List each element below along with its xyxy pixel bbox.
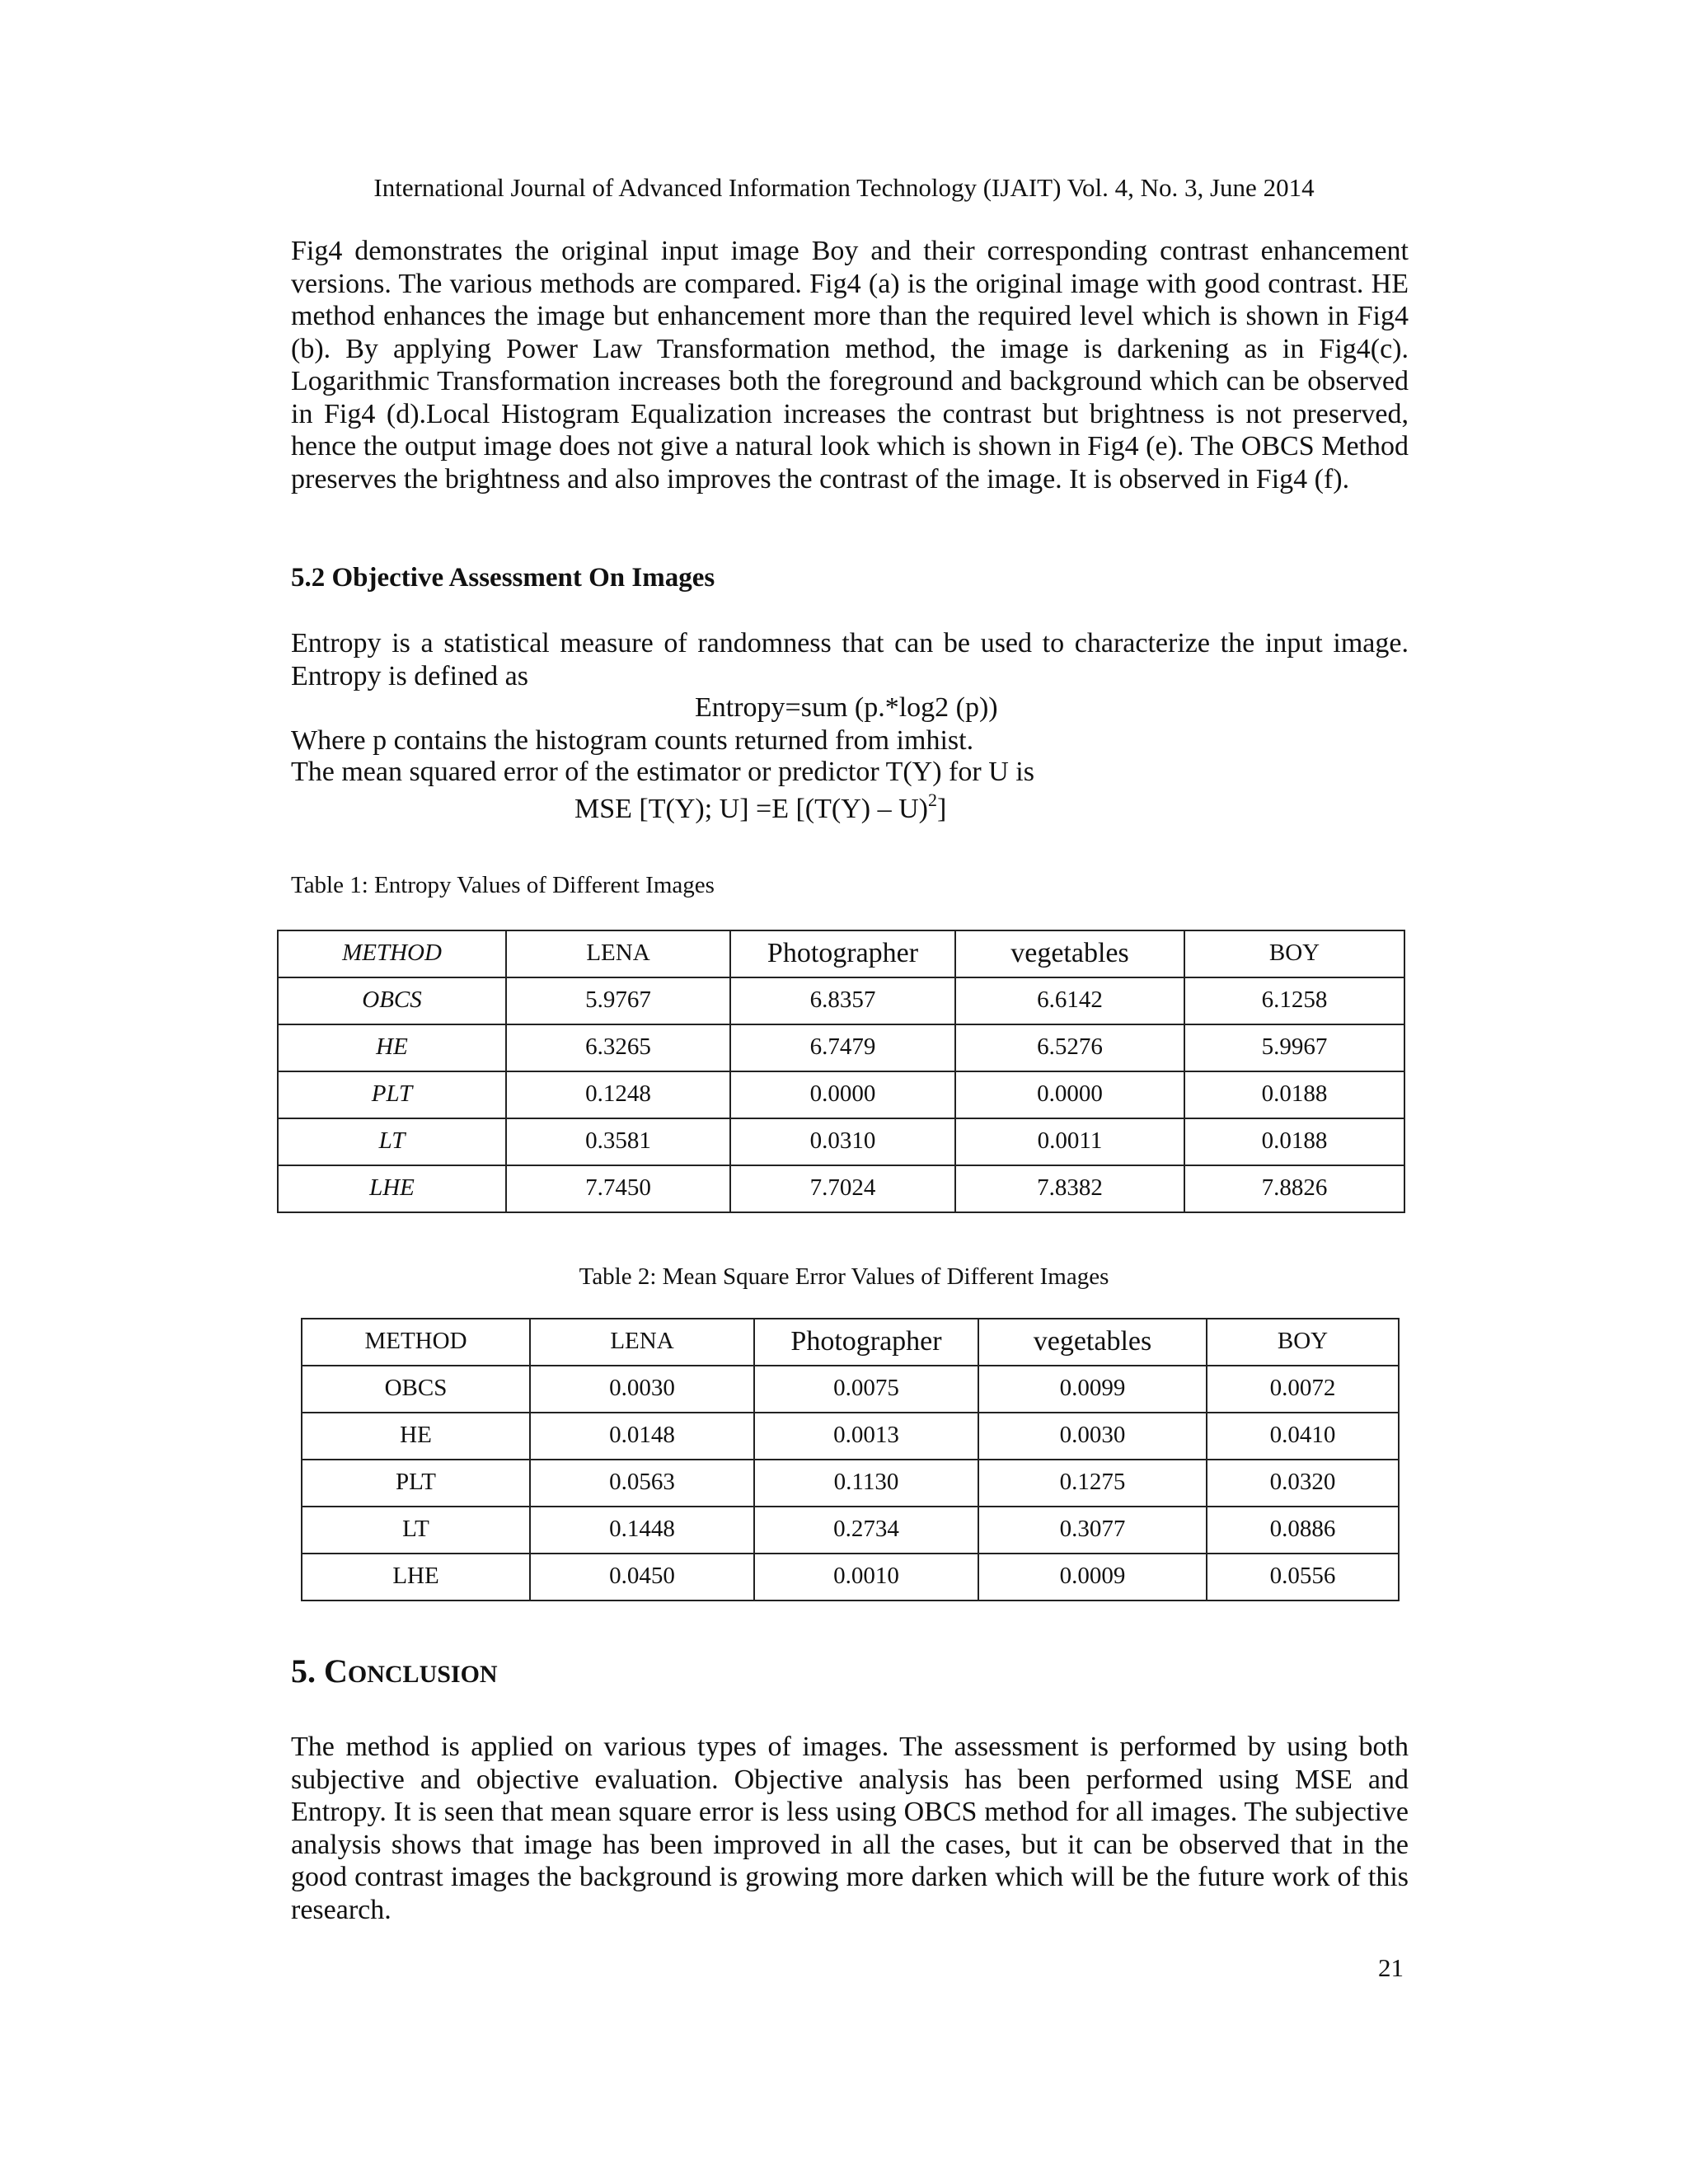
mse-intro: The mean squared error of the estimator or predictor T(Y) for U is: [291, 757, 1034, 787]
table1-caption: Table 1: Entropy Values of Different Images: [291, 872, 715, 898]
table-row: [278, 977, 1404, 1024]
table-cell: LHE: [302, 1554, 530, 1601]
table-cell: 0.0075: [754, 1366, 978, 1413]
table-cell: OBCS: [302, 1366, 530, 1413]
table-header-cell: METHOD: [278, 930, 506, 977]
conclusion-heading-number: 5. C: [291, 1652, 348, 1690]
table-cell: LT: [302, 1507, 530, 1554]
table-cell: 0.0563: [530, 1460, 754, 1507]
table-cell: 0.0013: [754, 1413, 978, 1460]
table-header-cell: BOY: [1207, 1319, 1399, 1366]
mse-table: [301, 1318, 1400, 1601]
table-cell: OBCS: [278, 977, 506, 1024]
table-row: [278, 1024, 1404, 1071]
table-cell: 5.9967: [1184, 1024, 1404, 1071]
table-cell: 6.5276: [955, 1024, 1184, 1071]
paragraph-fig4-discussion: Fig4 demonstrates the original input image Boy and their corresponding contrast enhancement versions. The various methods are compared. Fig4 (a) is the original image with good contrast. HE method enhances the image but enhancement more than the required level which is shown in Fig4 (b). By applying Power Law Transformation method, the image is darkening as in Fig4(c). Logarithmic Transformation increases both the foreground and background which can be observed in Fig4 (d).Local Histogram Equalization increases the contrast but brightness is not preserved, hence the output image does not give a natural look which is shown in Fig4 (e). The OBCS Method preserves the brightness and also improves the contrast of the image. It is observed in Fig4 (f).: [291, 236, 1409, 494]
table-header-cell: LENA: [506, 930, 730, 977]
table-cell: 0.0099: [978, 1366, 1207, 1413]
table-cell: PLT: [302, 1460, 530, 1507]
table-cell: 0.0310: [730, 1118, 955, 1165]
table-cell: 0.0410: [1207, 1413, 1399, 1460]
paragraph-entropy-definition: Entropy is a statistical measure of randomness that can be used to characterize the input image. Entropy is defined as: [291, 628, 1409, 691]
table-cell: LT: [278, 1118, 506, 1165]
table-cell: 6.1258: [1184, 977, 1404, 1024]
entropy-table: [277, 930, 1405, 1213]
table-header-cell: vegetables: [978, 1319, 1207, 1366]
entropy-formula: Entropy=sum (p.*log2 (p)): [695, 692, 998, 723]
table-header-cell: vegetables: [955, 930, 1184, 977]
page-number: 21: [1378, 1953, 1404, 1982]
mse-formula-exponent: 2: [927, 790, 937, 810]
table-cell: 0.0009: [978, 1554, 1207, 1601]
table-row: [302, 1366, 1399, 1413]
table-cell: 0.0030: [530, 1366, 754, 1413]
table-cell: 0.1248: [506, 1071, 730, 1118]
table-cell: 0.0188: [1184, 1071, 1404, 1118]
table-cell: 0.0011: [955, 1118, 1184, 1165]
table-cell: 0.0320: [1207, 1460, 1399, 1507]
table-row: [278, 1071, 1404, 1118]
paragraph-conclusion: The method is applied on various types of images. The assessment is performed by using both subjective and objective evaluation. Objective analysis has been performed using MSE and Entropy. It is seen that mean square error is less using OBCS method for all images. The subjective analysis shows that image has been improved in all the cases, but it can be observed that in the good contrast images the background is growing more darken which will be the future work of this research.: [291, 1732, 1409, 1925]
table-header-cell: Photographer: [730, 930, 955, 977]
table-cell: HE: [302, 1413, 530, 1460]
table-row: [302, 1460, 1399, 1507]
table-cell: 5.9767: [506, 977, 730, 1024]
table-header-cell: METHOD: [302, 1319, 530, 1366]
table-cell: 7.8382: [955, 1165, 1184, 1212]
table-cell: 0.3581: [506, 1118, 730, 1165]
table-cell: 7.8826: [1184, 1165, 1404, 1212]
mse-formula-main: MSE [T(Y); U] =E [(T(Y) – U): [574, 794, 928, 824]
table-row: [302, 1554, 1399, 1601]
table-cell: 0.1275: [978, 1460, 1207, 1507]
table-cell: 0.0148: [530, 1413, 754, 1460]
mse-formula: [574, 790, 946, 825]
table-header-cell: Photographer: [754, 1319, 978, 1366]
table-cell: 0.1448: [530, 1507, 754, 1554]
table-row: [278, 1118, 1404, 1165]
table-cell: 7.7024: [730, 1165, 955, 1212]
running-header: International Journal of Advanced Information Technology (IJAIT) Vol. 4, No. 3, June 2014: [373, 173, 1315, 202]
table-cell: 0.0010: [754, 1554, 978, 1601]
table-cell: PLT: [278, 1071, 506, 1118]
table-cell: 0.0450: [530, 1554, 754, 1601]
table-cell: 7.7450: [506, 1165, 730, 1212]
table-cell: 6.8357: [730, 977, 955, 1024]
table-row: [278, 1165, 1404, 1212]
table-cell: 6.7479: [730, 1024, 955, 1071]
table-cell: 0.1130: [754, 1460, 978, 1507]
section-heading-5-2: 5.2 Objective Assessment On Images: [291, 563, 715, 593]
table-cell: 0.0072: [1207, 1366, 1399, 1413]
table-cell: 0.3077: [978, 1507, 1207, 1554]
conclusion-heading-rest: ONCLUSION: [347, 1661, 498, 1688]
table-cell: 0.0000: [730, 1071, 955, 1118]
mse-formula-end: ]: [936, 794, 947, 824]
table-cell: 0.0188: [1184, 1118, 1404, 1165]
table-cell: 0.0886: [1207, 1507, 1399, 1554]
table-header-row: [302, 1319, 1399, 1366]
table-cell: 0.0030: [978, 1413, 1207, 1460]
table-header-cell: LENA: [530, 1319, 754, 1366]
table2-caption: Table 2: Mean Square Error Values of Different Images: [579, 1263, 1109, 1290]
table-row: [302, 1413, 1399, 1460]
table-row: [302, 1507, 1399, 1554]
table-cell: 0.0556: [1207, 1554, 1399, 1601]
table-cell: 6.3265: [506, 1024, 730, 1071]
table-cell: 6.6142: [955, 977, 1184, 1024]
table-cell: 0.0000: [955, 1071, 1184, 1118]
table-cell: HE: [278, 1024, 506, 1071]
table-header-cell: BOY: [1184, 930, 1404, 977]
table-cell: LHE: [278, 1165, 506, 1212]
table-cell: 0.2734: [754, 1507, 978, 1554]
table-header-row: [278, 930, 1404, 977]
histogram-note: Where p contains the histogram counts returned from imhist.: [291, 725, 974, 756]
section-heading-conclusion: [291, 1652, 498, 1690]
